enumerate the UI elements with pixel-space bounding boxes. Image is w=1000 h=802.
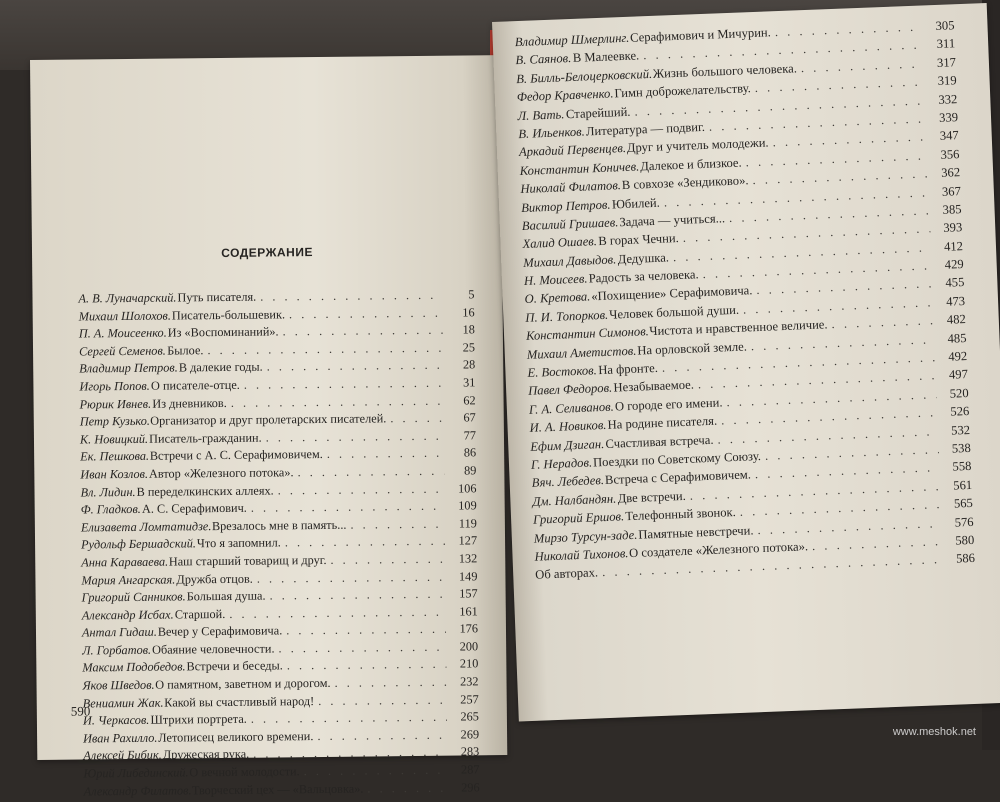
toc-entry-author: Иван Козлов. — [80, 466, 149, 482]
toc-entry-page: 119 — [458, 516, 477, 531]
toc-entry-title: Что я запомнил. — [196, 535, 281, 551]
toc-entry-page: 482 — [946, 312, 967, 328]
dot-leader — [244, 376, 444, 393]
toc-entry-title: Литература — подвиг. — [585, 119, 706, 139]
dot-leader — [330, 552, 445, 568]
toc-entry-author: В. Билль-Белоцерковский. — [515, 66, 653, 86]
dot-leader — [285, 534, 445, 551]
toc-entry-title: Встречи с А. С. Серафимовичем. — [149, 447, 323, 464]
toc-entry-title: На родине писателя. — [607, 413, 718, 433]
toc-entry-title: «Похищение» Серафимовича. — [591, 283, 753, 304]
toc-entry-author: Яков Шведов. — [82, 677, 155, 693]
toc-entry-title: Творческий цех — «Вальцовка». — [191, 781, 364, 797]
toc-entry-author: Григорий Ершов. — [532, 509, 625, 527]
toc-entry-author: Вяч. Лебедев. — [531, 473, 605, 491]
dot-leader — [251, 499, 445, 516]
toc-entry-author: Василий Гришаев. — [521, 215, 619, 233]
toc-entry-page: 62 — [463, 392, 476, 408]
dot-leader — [257, 569, 446, 586]
toc-entry-title: Памятные невстречи. — [638, 522, 754, 542]
toc-entry-title: Путь писателя. — [177, 289, 257, 305]
toc-entry-author: Игорь Попов. — [79, 378, 150, 394]
toc-entry-title: Телефонный звонок. — [625, 505, 737, 524]
toc-entry-page: 176 — [459, 621, 479, 636]
toc-entry-author: Михаил Давыдов. — [522, 252, 617, 270]
toc-entry-author: Максим Подобедов. — [82, 659, 186, 675]
toc-entry-author: Алексей Бибик. — [83, 748, 162, 763]
dot-leader — [229, 604, 446, 621]
dot-leader — [297, 464, 444, 481]
toc-entry-title: Старшой. — [174, 606, 226, 622]
toc-entry-page: 576 — [954, 514, 974, 530]
page-number: 590 — [70, 703, 91, 719]
toc-entry-author: Сергей Семенов. — [78, 343, 166, 359]
toc-entry-page: 347 — [939, 128, 959, 144]
toc-entry-title: О городе его имени. — [614, 395, 723, 414]
dot-leader — [253, 745, 447, 762]
toc-entry-author: Е. Востоков. — [527, 363, 598, 380]
toc-entry-page: 526 — [950, 404, 970, 419]
toc-entry-page: 412 — [943, 238, 964, 254]
toc-entry-author: Ек. Пешкова. — [80, 449, 150, 464]
toc-entry-page: 28 — [462, 357, 476, 372]
toc-entry-title: Счастливая встреча. — [605, 432, 714, 451]
toc-entry-title: Врезалось мне в память... — [211, 517, 347, 533]
toc-entry-author: Г. А. Селиванов. — [528, 399, 615, 417]
dot-leader — [350, 516, 445, 532]
toc-entry-title: Две встречи. — [617, 488, 687, 506]
toc-entry-page: 157 — [459, 586, 478, 601]
toc-entry-author: И. А. Новиков. — [529, 418, 607, 436]
toc-entry-page: 339 — [938, 110, 959, 125]
toc-entry-title: Дружба отцов. — [176, 571, 253, 586]
toc-entry-page: 127 — [458, 533, 478, 548]
dot-leader — [251, 710, 447, 727]
toc-entry-author: Юрий Либединский. — [83, 765, 189, 781]
toc-entry-author: Федор Кравченко. — [516, 86, 614, 105]
toc-entry-title: Большая душа. — [186, 588, 266, 604]
toc-entry-page: 393 — [943, 220, 963, 236]
toc-entry-title: Далекое и близкое. — [639, 155, 742, 174]
toc-entry-title: Жизнь большого человека. — [652, 61, 798, 81]
toc-entry-title: В далекие годы. — [178, 359, 263, 375]
toc-entry-author: Халид Ошаев. — [522, 234, 598, 252]
toc-entry-author: Ефим Дзиган. — [530, 436, 605, 454]
toc-entry-title: Старейший. — [565, 104, 631, 121]
toc-entry-page: 77 — [463, 428, 477, 443]
dot-leader — [269, 587, 445, 604]
dot-leader — [231, 393, 444, 410]
toc-entry-title: Из дневников. — [152, 395, 227, 411]
toc-entry-author: А. В. Луначарский. — [78, 290, 177, 306]
toc-entry-page: 455 — [945, 275, 965, 291]
toc-entry-author: Виктор Петров. — [520, 197, 611, 215]
dot-leader — [286, 622, 446, 639]
toc-entry-title: Организатор и друг пролетарских писателей. — [150, 411, 387, 428]
toc-entry — [84, 780, 480, 802]
toc-entry-title: Об авторах. — [534, 565, 599, 583]
toc-entry-author: Владимир Петров. — [79, 360, 178, 376]
toc-entry-page: 67 — [463, 410, 476, 425]
watermark: www.meshok.net — [892, 726, 976, 738]
toc-entry-page: 89 — [463, 463, 477, 478]
toc-entry-author: Вениамин Жак. — [82, 695, 164, 711]
toc-entry-title: Радость за человека. — [588, 267, 699, 286]
toc-entry-author: Рюрик Ивнев. — [79, 396, 152, 412]
toc-list-right — [515, 18, 976, 586]
toc-entry-page: 232 — [460, 674, 479, 689]
toc-entry-author: П. А. Моисеенко. — [78, 325, 167, 341]
toc-entry-page: 565 — [953, 496, 974, 511]
toc-entry-page: 31 — [463, 375, 476, 390]
toc-entry-page: 200 — [459, 639, 479, 654]
dot-leader — [289, 305, 443, 322]
dot-leader — [334, 675, 446, 691]
toc-entry-title: Летописец великого времени. — [158, 728, 314, 745]
toc-entry-author: Николай Тихонов. — [534, 546, 629, 564]
toc-entry-page: 106 — [457, 480, 477, 496]
toc-entry-title: Вечер у Серафимовича. — [157, 623, 283, 639]
dot-leader — [831, 314, 934, 333]
toc-heading: СОДЕРЖАНИЕ — [221, 245, 313, 261]
toc-entry-author: Л. Вать. — [517, 106, 565, 123]
toc-entry-author: Г. Нерадов. — [530, 455, 593, 472]
toc-entry-page: 332 — [938, 91, 958, 107]
dot-leader — [283, 323, 443, 340]
toc-entry-page: 25 — [462, 340, 476, 355]
dot-leader — [367, 780, 447, 796]
toc-entry-page: 265 — [460, 709, 479, 724]
dot-leader — [266, 428, 444, 445]
dot-leader — [317, 728, 447, 744]
toc-entry-author: Константин Коничев. — [519, 159, 640, 178]
right-page — [492, 3, 1000, 721]
toc-entry-page: 520 — [949, 385, 969, 401]
toc-entry-page: 149 — [458, 568, 478, 584]
toc-entry-author: Александр Филатов. — [83, 782, 192, 799]
toc-entry-title: Писатель-гражданин. — [149, 430, 262, 446]
toc-entry-title: Поездки по Советскому Союзу. — [592, 448, 762, 470]
dot-leader — [260, 288, 442, 305]
dot-leader — [327, 446, 445, 462]
toc-entry-page: 210 — [459, 656, 479, 671]
toc-entry-page: 367 — [941, 183, 962, 199]
toc-entry-page: 317 — [936, 55, 957, 70]
dot-leader — [304, 763, 448, 780]
left-page — [30, 55, 507, 799]
toc-entry-title: Дедушка. — [617, 250, 670, 267]
toc-entry-page: 362 — [940, 165, 961, 180]
toc-entry-title: Друг и учитель молодежи. — [626, 135, 769, 156]
toc-entry-page: 356 — [940, 146, 960, 162]
toc-entry-page: 311 — [936, 36, 956, 52]
toc-entry-title: Встреча с Серафимовичем. — [604, 467, 752, 488]
dot-leader — [775, 19, 923, 40]
toc-entry-title: В переделкинских аллеях. — [136, 483, 274, 499]
toc-entry-author: Елизавета Ломтатидзе. — [80, 518, 212, 535]
toc-entry-title: На фронте. — [598, 360, 659, 378]
toc-entry-title: О писателе-отце. — [150, 377, 240, 393]
toc-entry-page: 385 — [942, 202, 962, 217]
dot-leader — [287, 657, 447, 674]
toc-entry-author: Иван Рахилло. — [83, 730, 158, 746]
toc-entry-title: Юбилей. — [611, 195, 661, 212]
toc-entry-title: Писатель-большевик. — [171, 306, 286, 323]
toc-entry-page: 296 — [461, 779, 480, 795]
toc-entry-page: 269 — [460, 727, 480, 742]
toc-entry-author: Анна Караваева. — [81, 554, 169, 570]
toc-entry-title: О создателе «Железного потока». — [628, 539, 809, 561]
dot-leader — [278, 481, 445, 498]
toc-entry-page: 473 — [945, 293, 966, 309]
toc-entry-page: 18 — [462, 322, 475, 337]
toc-entry-page: 538 — [951, 440, 971, 456]
toc-entry-title: О вечной молодости. — [189, 764, 300, 780]
dot-leader — [207, 340, 443, 357]
toc-entry-title: Дружеская рука. — [162, 747, 250, 763]
toc-entry-page: 492 — [948, 349, 968, 364]
toc-entry-author: Константин Симонов. — [525, 324, 650, 344]
toc-entry-author: В. Саянов. — [515, 51, 572, 68]
toc-entry-author: Владимир Шмерлинг. — [514, 30, 630, 50]
toc-entry-author: Л. Горбатов. — [82, 642, 152, 658]
toc-entry-page: 485 — [947, 330, 967, 346]
toc-entry-page: 5 — [468, 287, 475, 302]
toc-entry-author: Рудольф Бершадский. — [81, 536, 197, 552]
dot-leader — [267, 358, 444, 375]
toc-entry-page: 283 — [460, 744, 480, 759]
toc-list-left — [78, 287, 479, 801]
toc-entry-page: 16 — [462, 304, 475, 320]
toc-entry-page: 580 — [955, 532, 975, 548]
toc-entry-author: Петр Кузько. — [79, 413, 150, 429]
toc-entry-title: Встречи и беседы. — [186, 658, 283, 674]
toc-entry-title: Наш старший товарищ и друг. — [168, 552, 327, 569]
dot-leader — [390, 411, 444, 427]
toc-entry-title: О памятном, заветном и дорогом. — [155, 675, 331, 692]
toc-entry-title: Какой вы счастливый народ! — [164, 693, 315, 710]
dot-leader — [278, 640, 446, 657]
toc-entry-title: На орловской земле. — [637, 339, 748, 358]
toc-entry-title: Задача — учиться... — [619, 211, 726, 230]
toc-entry-author: Дм. Налбандян. — [532, 491, 617, 509]
toc-entry-page: 319 — [937, 73, 957, 89]
toc-entry-author: Михаил Аметистов. — [526, 343, 637, 362]
toc-entry-page: 86 — [463, 445, 477, 460]
toc-entry-author: Мария Ангарская. — [81, 572, 176, 587]
toc-entry-author: Н. Моисеев. — [523, 271, 588, 289]
toc-entry-author: Николай Филатов. — [520, 178, 622, 197]
toc-entry-author: О. Кретова. — [524, 289, 591, 307]
toc-entry-page: 532 — [950, 422, 971, 438]
toc-entry-author: П. И. Топорков. — [525, 307, 609, 325]
toc-entry-title: Обаяние человечности. — [151, 641, 275, 657]
toc-entry-page: 109 — [458, 498, 477, 513]
toc-entry-author: Григорий Санников. — [81, 589, 186, 605]
toc-entry-page: 305 — [935, 18, 955, 33]
toc-entry-author: В. Ильенков. — [518, 124, 586, 142]
toc-entry-title: Штрихи портрета. — [150, 712, 247, 728]
toc-entry-page: 132 — [458, 551, 478, 566]
toc-entry-title: Былое. — [167, 342, 204, 358]
toc-entry-author: Мирзо Турсун-заде. — [533, 527, 638, 546]
toc-entry-author: И. Черкасов. — [82, 713, 150, 728]
dot-leader — [318, 692, 447, 708]
toc-entry-author: Аркадий Первенцев. — [518, 141, 627, 160]
toc-entry-author: Александр Исбах. — [81, 607, 174, 623]
toc-entry-page: 257 — [460, 691, 479, 707]
toc-entry-title: В Малеевке. — [572, 48, 640, 66]
toc-entry-author: Михаил Шолохов. — [78, 308, 171, 324]
toc-entry-title: Гимн доброжелательству. — [614, 81, 752, 101]
toc-entry-title: В совхозе «Зендиково». — [621, 173, 749, 193]
toc-entry-title: Серафимович и Мичурин. — [629, 25, 772, 45]
toc-entry-title: Чистота и нравственное величие. — [649, 317, 828, 339]
toc-entry-title: А. С. Серафимович. — [141, 500, 247, 516]
toc-entry-page: 287 — [460, 762, 480, 777]
toc-entry-page: 586 — [955, 551, 976, 566]
toc-entry-author: Антал Гидаш. — [81, 624, 157, 640]
toc-entry-title: Незабываемое. — [613, 377, 695, 396]
toc-entry-page: 497 — [948, 367, 969, 383]
toc-entry-page: 561 — [952, 477, 973, 493]
toc-entry-author: Ф. Гладков. — [80, 501, 141, 517]
toc-entry-title: Из «Воспоминаний». — [167, 324, 279, 340]
toc-entry-page: 558 — [952, 459, 972, 475]
toc-entry-page: 429 — [944, 257, 964, 272]
toc-entry-title: В горах Чечни. — [598, 231, 679, 249]
toc-entry-title: Автор «Железного потока». — [148, 465, 294, 481]
toc-entry-title: Человек большой души. — [608, 302, 740, 322]
toc-entry-author: К. Новицкий. — [79, 431, 149, 447]
toc-entry-page: 161 — [459, 604, 478, 619]
toc-entry-author: Павел Федоров. — [527, 381, 613, 399]
toc-entry-author: Вл. Лидин. — [80, 484, 136, 500]
